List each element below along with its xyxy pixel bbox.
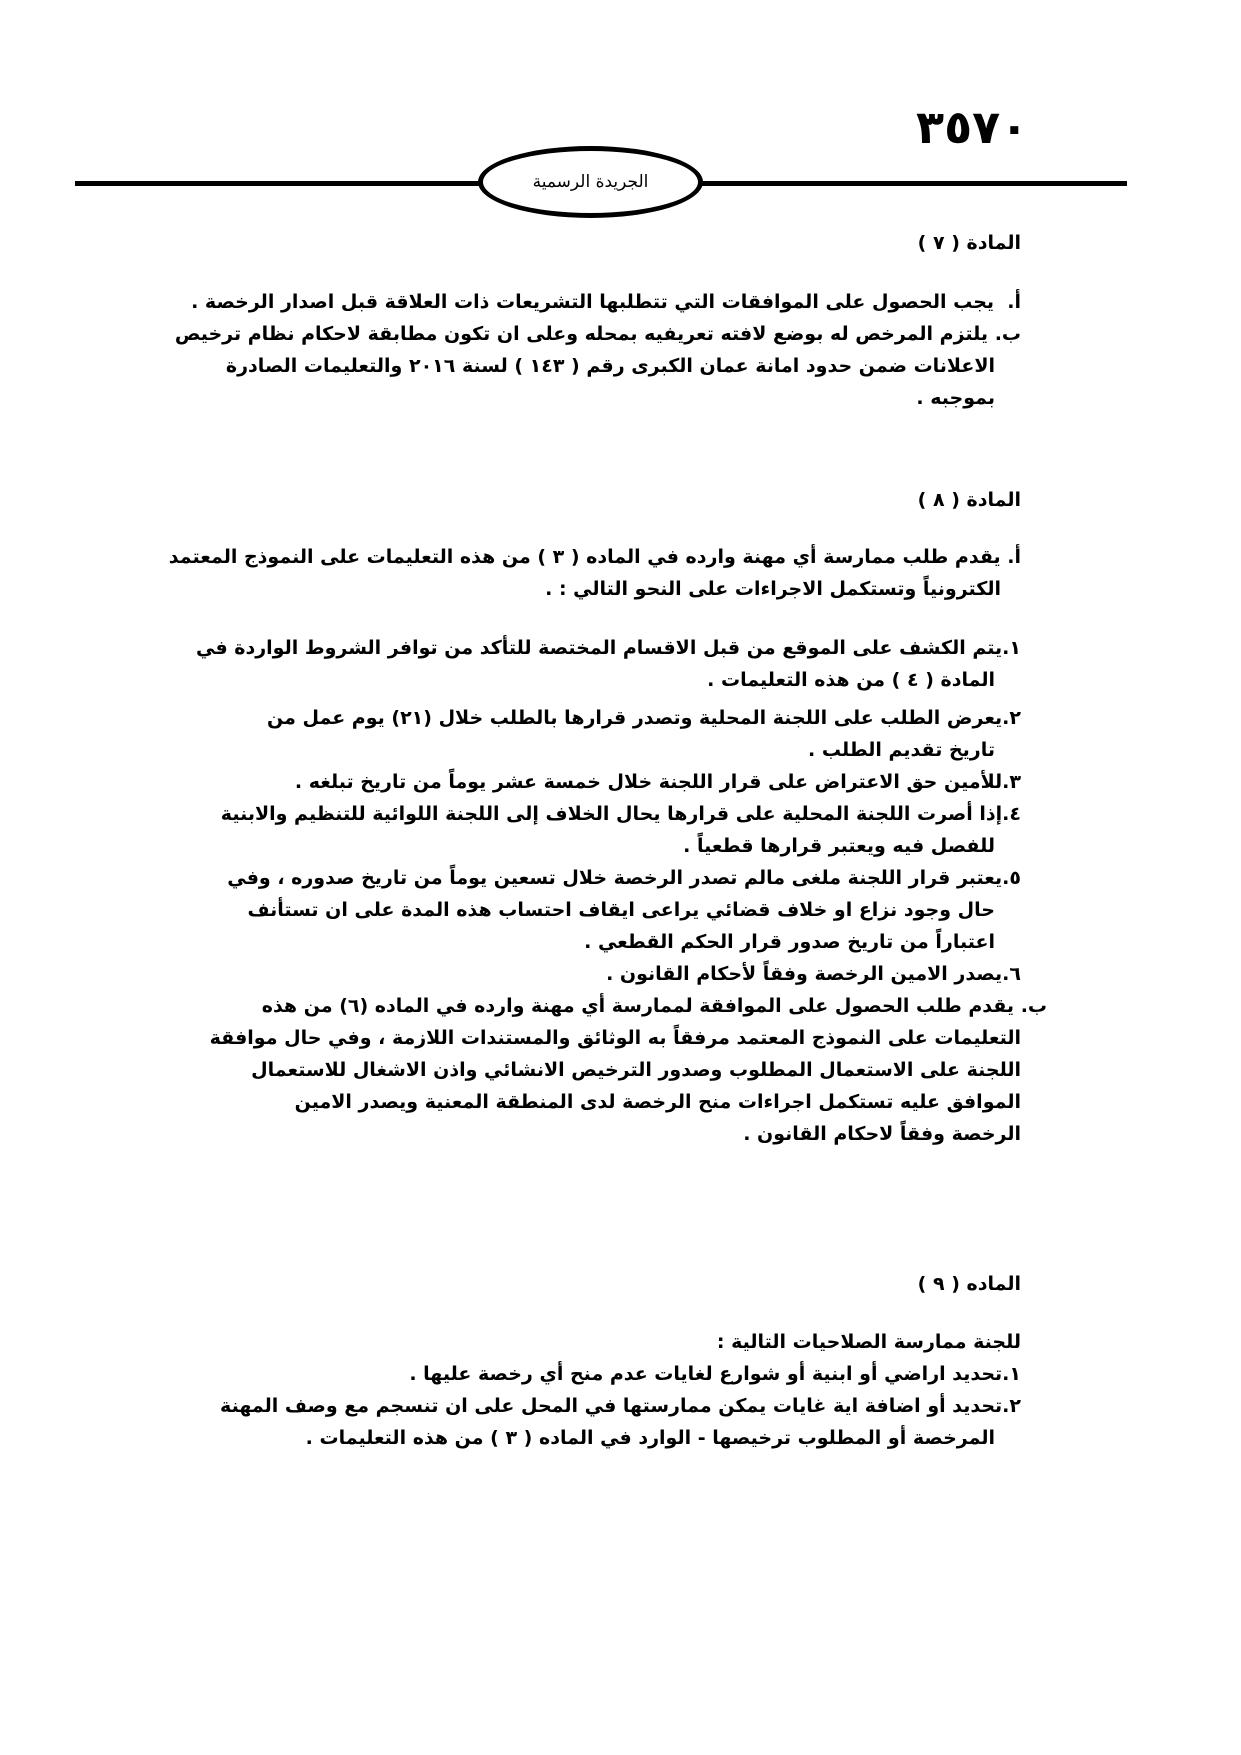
step-text: للأمين حق الاعتراض على قرار اللجنة خلال خمسة عشر يوماً من تاريخ تبلغه .	[294, 771, 1003, 793]
step-text: يتم الكشف على الموقع من قبل الاقسام المختصة للتأكد من توافر الشروط الواردة في	[195, 637, 1003, 659]
item-marker: ١.	[1002, 1363, 1021, 1385]
step-text: المادة ( ٤ ) من هذه التعليمات .	[707, 669, 995, 691]
step-marker: ٤.	[1002, 803, 1021, 825]
step-text: يعرض الطلب على اللجنة المحلية وتصدر قرارها بالطلب خلال (٢١) يوم عمل من	[267, 707, 1003, 729]
document-body	[150, 0, 1047, 1755]
step-marker: ٥.	[1002, 867, 1021, 889]
step-marker: ٣.	[1002, 771, 1021, 793]
step-marker: ١.	[1002, 637, 1021, 659]
article-8-item-b	[150, 990, 1047, 1150]
intro-text: للجنة ممارسة الصلاحيات التالية :	[716, 1331, 1021, 1353]
article-7-item-a	[150, 286, 1021, 318]
article-8-step-1	[150, 632, 1021, 696]
item-marker: أ.	[1007, 546, 1021, 568]
item-text: التعليمات على النموذج المعتمد مرفقاً به الوثائق والمستندات اللازمة ، وفي حال موافقة	[209, 1027, 1021, 1049]
item-marker: ب.	[994, 323, 1021, 345]
item-text: الاعلانات ضمن حدود امانة عمان الكبرى رقم ( ١٤٣ ) لسنة ٢٠١٦ والتعليمات الصادرة	[225, 355, 995, 377]
item-text: تحديد اراضي أو ابنية أو شوارع لغايات عدم منح أي رخصة عليها .	[409, 1363, 1003, 1385]
article-9-title: الماده ( ٩ )	[917, 1273, 1021, 1295]
article-8-step-2	[150, 702, 1021, 766]
item-text: يقدم طلب ممارسة أي مهنة وارده في الماده ( ٣ ) من هذه التعليمات على النموذج المعتمد	[168, 546, 1001, 568]
article-7-item-b	[150, 318, 1021, 414]
article-8-step-4	[150, 798, 1021, 862]
article-7-title: المادة ( ٧ )	[917, 232, 1021, 254]
step-text: تاريخ تقديم الطلب .	[808, 739, 995, 761]
step-marker: ٢.	[1002, 707, 1021, 729]
item-text: الكترونياً وتستكمل الاجراءات على النحو التالي : .	[545, 578, 1001, 600]
item-marker: ٢.	[1002, 1395, 1021, 1417]
item-text: اللجنة على الاستعمال المطلوب وصدور الترخيص الانشائي واذن الاشغال للاستعمال	[251, 1059, 1021, 1081]
step-text: اعتباراً من تاريخ صدور قرار الحكم القطعي .	[584, 931, 995, 953]
article-8-item-a	[150, 541, 1021, 605]
item-text: بموجبه .	[916, 387, 995, 409]
article-9-intro	[150, 1326, 1021, 1358]
page-number: ٣٥٧٠	[916, 100, 1029, 154]
article-8-step-3	[150, 766, 1021, 798]
article-8-step-5	[150, 862, 1021, 958]
item-text: المرخصة أو المطلوب ترخيصها - الوارد في الماده ( ٣ ) من هذه التعليمات .	[305, 1427, 995, 1449]
item-text: الموافق عليه تستكمل اجراءات منح الرخصة لدى المنطقة المعنية ويصدر الامين	[294, 1091, 1021, 1113]
article-9-item-2	[150, 1390, 1021, 1454]
article-9-item-1	[150, 1358, 1021, 1390]
item-text: يلتزم المرخص له بوضع لافته تعريفيه بمحله وعلى ان تكون مطابقة لاحكام نظام ترخيص	[174, 323, 989, 345]
step-text: يصدر الامين الرخصة وفقاً لأحكام القانون .	[606, 963, 1003, 985]
article-8-step-6	[150, 958, 1021, 990]
step-marker: ٦.	[1002, 963, 1021, 985]
gazette-title: الجريدة الرسمية	[532, 172, 649, 192]
step-text: حال وجود نزاع او خلاف قضائي يراعى ايقاف احتساب هذه المدة على ان تستأنف	[247, 899, 995, 921]
item-text: الرخصة وفقاً لاحكام القانون .	[743, 1123, 1021, 1145]
item-marker: أ.	[1007, 291, 1021, 313]
step-text: يعتبر قرار اللجنة ملغى مالم تصدر الرخصة خلال تسعين يوماً من تاريخ صدوره ، وفي	[227, 867, 1003, 889]
item-text: يجب الحصول على الموافقات التي تتطلبها التشريعات ذات العلاقة قبل اصدار الرخصة .	[191, 291, 995, 313]
item-text: يقدم طلب الحصول على الموافقة لممارسة أي مهنة وارده في الماده (٦) من هذه	[261, 995, 1015, 1017]
item-marker: ب.	[1020, 995, 1047, 1017]
step-text: للفصل فيه ويعتبر قرارها قطعياً .	[683, 835, 995, 857]
step-text: إذا أصرت اللجنة المحلية على قرارها يحال الخلاف إلى اللجنة اللوائية للتنظيم والابنية	[220, 803, 1003, 825]
article-8-title: المادة ( ٨ )	[917, 489, 1021, 511]
item-text: تحديد أو اضافة اية غايات يمكن ممارستها في المحل على ان تنسجم مع وصف المهنة	[220, 1395, 1003, 1417]
